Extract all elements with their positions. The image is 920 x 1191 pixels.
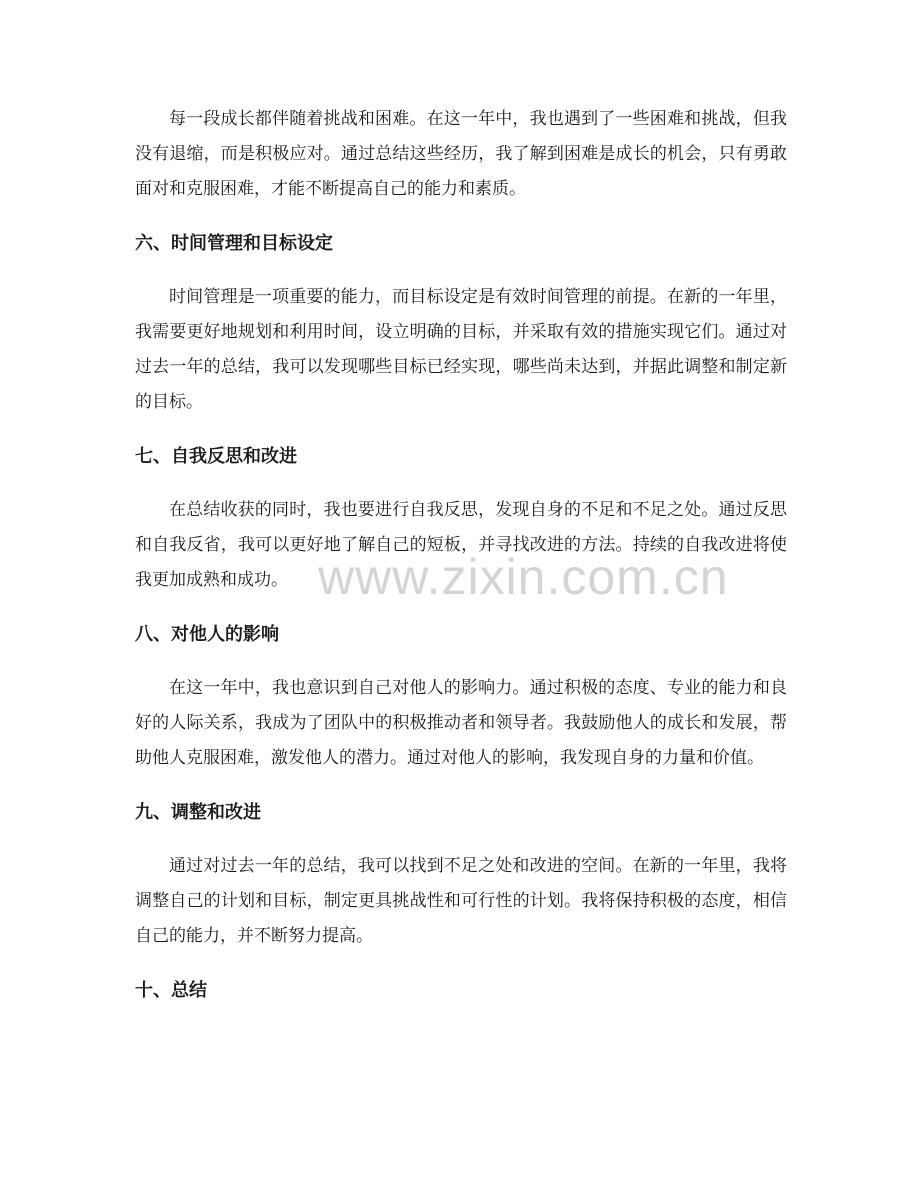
paragraph-adjust-improve: 通过对过去一年的总结，我可以找到不足之处和改进的空间。在新的一年里，我将调整自己的计划和目标，制定更具挑战性和可行性的计划。我将保持积极的态度，相信自己的能力，并不断努力提高。 — [135, 856, 787, 946]
paragraph-time-management: 时间管理是一项重要的能力，而目标设定是有效时间管理的前提。在新的一年里，我需要更好地规划和利用时间，设立明确的目标，并采取有效的措施实现它们。通过对过去一年的总结，我可以发现哪些目标已经实现，哪些尚未达到，并据此调整和制定新的目标。 — [135, 287, 787, 412]
heading-time-management: 六、时间管理和目标设定 — [135, 233, 333, 254]
watermark: www.zixin.com.cn — [318, 549, 729, 605]
paragraph-self-reflection: 在总结收获的同时，我也要进行自我反思，发现自身的不足和不足之处。通过反思和自我反省，我可以更好地了解自己的短板，并寻找改进的方法。持续的自我改进将使我更加成熟和成功。 — [135, 500, 787, 590]
heading-adjust-improve: 九、调整和改进 — [135, 802, 261, 823]
paragraph-growth-challenges: 每一段成长都伴随着挑战和困难。在这一年中，我也遇到了一些困难和挑战，但我没有退缩，而是积极应对。通过总结这些经历，我了解到困难是成长的机会，只有勇敢面对和克服困难，才能不断提高自己的能力和素质。 — [135, 109, 787, 199]
heading-summary: 十、总结 — [135, 980, 207, 1001]
heading-self-reflection: 七、自我反思和改进 — [135, 446, 297, 467]
heading-influence-on-others: 八、对他人的影响 — [135, 624, 279, 645]
paragraph-influence-on-others: 在这一年中，我也意识到自己对他人的影响力。通过积极的态度、专业的能力和良好的人际关系，我成为了团队中的积极推动者和领导者。我鼓励他人的成长和发展，帮助他人克服困难，激发他人的潜力。通过对他人的影响，我发现自身的力量和价值。 — [135, 678, 787, 768]
